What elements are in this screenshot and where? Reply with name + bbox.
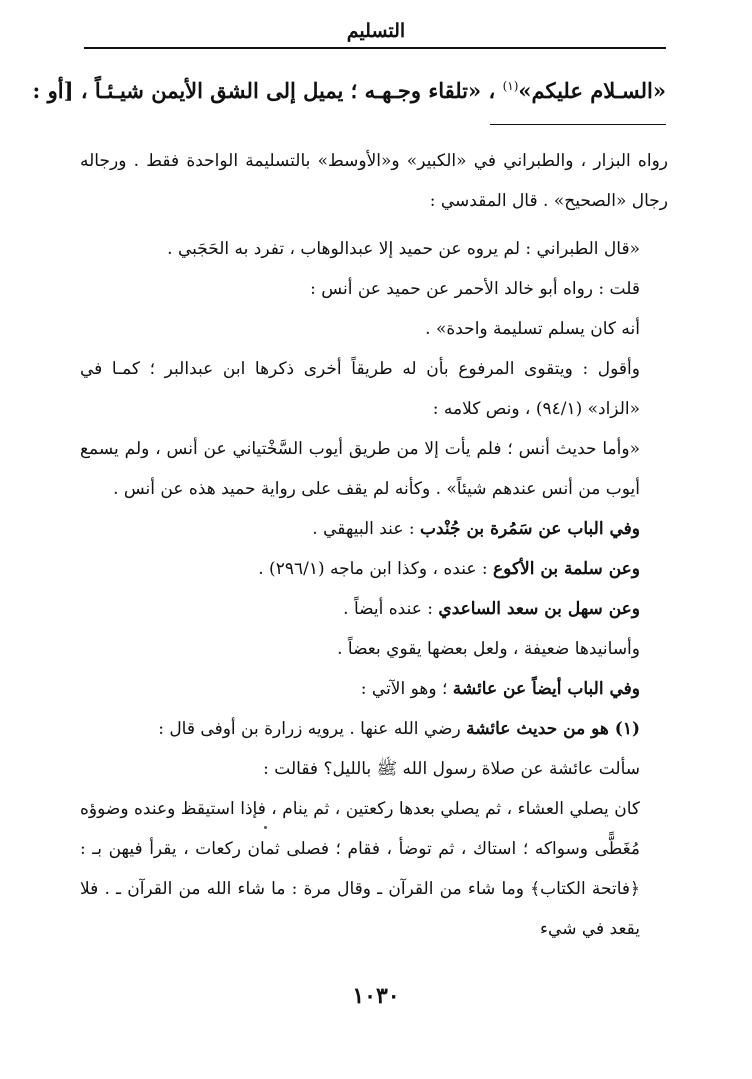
- paragraph-3: قلت : رواه أبو خالد الأحمر عن حميد عن أنس :: [310, 279, 640, 299]
- paragraph-7-bold: وفي الباب عن سَمُرة بن جُنْدب: [420, 519, 640, 539]
- paragraph-13: سألت عائشة عن صلاة رسول الله ﷺ بالليل؟ فقالت :: [263, 759, 640, 779]
- paragraph-5: وأقول : ويتقوى المرفوع بأن له طريقاً أخرى ذكرها ابن عبدالبر ؛ كمـا في «الزاد» (٩٤/١) ، ونص كلامه :: [80, 359, 640, 419]
- paragraph-10: وأسانيدها ضعيفة ، ولعل بعضها يقوي بعضاً .: [337, 639, 640, 659]
- paragraph-8-bold: وعن سلمة بن الأكوع: [493, 559, 640, 579]
- header-rule: [84, 47, 666, 49]
- hadith-text: [32, 66, 666, 111]
- paragraph-11-bold: وفي الباب أيضاً عن عائشة: [452, 679, 640, 699]
- hadith-text-start: «السـلام عليكم»: [518, 78, 666, 103]
- paragraph-6: «وأما حديث أنس ؛ فلم يأت إلا من طريق أيوب السَّخْتياني عن أنس ، ولم يسمع أيوب من أنس عندهم شيئاً» . وكأنه لم يقف على رواية حميد هذه عن أنس .: [80, 439, 640, 499]
- paragraph-8: [80, 549, 668, 589]
- hadith-text-rest: ، «تلقاء وجـهـه ؛ يميل إلى الشق الأيمن شيـئـاً ، [أو :: [32, 78, 496, 103]
- footnote-separator: [490, 124, 666, 125]
- paragraph-9-rest: : عنده أيضاً .: [343, 599, 433, 619]
- paragraph-14: كان يصلي العشاء ، ثم يصلي بعدها ركعتين ، ثم ينام ، فإذا استيقظ وعنده وضوؤه مُغَطًّى وسواكه ؛ استاك ، ثم توضأ ، فقام ؛ فصلى ثمان ركعات ، يقرأ فيهن بـ : ﴿فاتحة الكتاب﴾ وما شاء من القرآن ـ وقال مرة : ما شاء الله من القرآن ـ . فلا يقعد في شيء: [80, 799, 640, 939]
- stray-dot: [264, 826, 267, 829]
- paragraph-12: [80, 709, 668, 749]
- page-number: ١٠٣٠: [352, 983, 400, 1009]
- paragraph-4: أنه كان يسلم تسليمة واحدة» .: [425, 319, 640, 339]
- paragraph-12-bold: (١) هو من حديث عائشة: [466, 719, 640, 739]
- footnote-body: [80, 141, 668, 949]
- paragraph-12-rest: رضي الله عنها . يرويه زرارة بن أوفى قال :: [158, 719, 461, 739]
- paragraph-11: [80, 669, 668, 709]
- paragraph-9-bold: وعن سهل بن سعد الساعدي: [438, 599, 640, 619]
- footnote-marker: (١): [502, 79, 519, 93]
- running-header-title: التسليم: [346, 20, 406, 42]
- paragraph-7-rest: : عند البيهقي .: [312, 519, 415, 539]
- paragraph-8-rest: : عنده ، وكذا ابن ماجه (٢٩٦/١) .: [258, 559, 488, 579]
- paragraph-7: [80, 509, 668, 549]
- paragraph-9: [80, 589, 668, 629]
- paragraph-11-rest: ؛ وهو الآتي :: [360, 679, 448, 699]
- paragraph-1: رواه البزار ، والطبراني في «الكبير» و«الأوسط» بالتسليمة الواحدة فقط . ورجاله رجال «الصحيح» . قال المقدسي :: [80, 151, 668, 211]
- paragraph-2: «قال الطبراني : لم يروه عن حميد إلا عبدالوهاب ، تفرد به الحَجَبي .: [167, 239, 640, 259]
